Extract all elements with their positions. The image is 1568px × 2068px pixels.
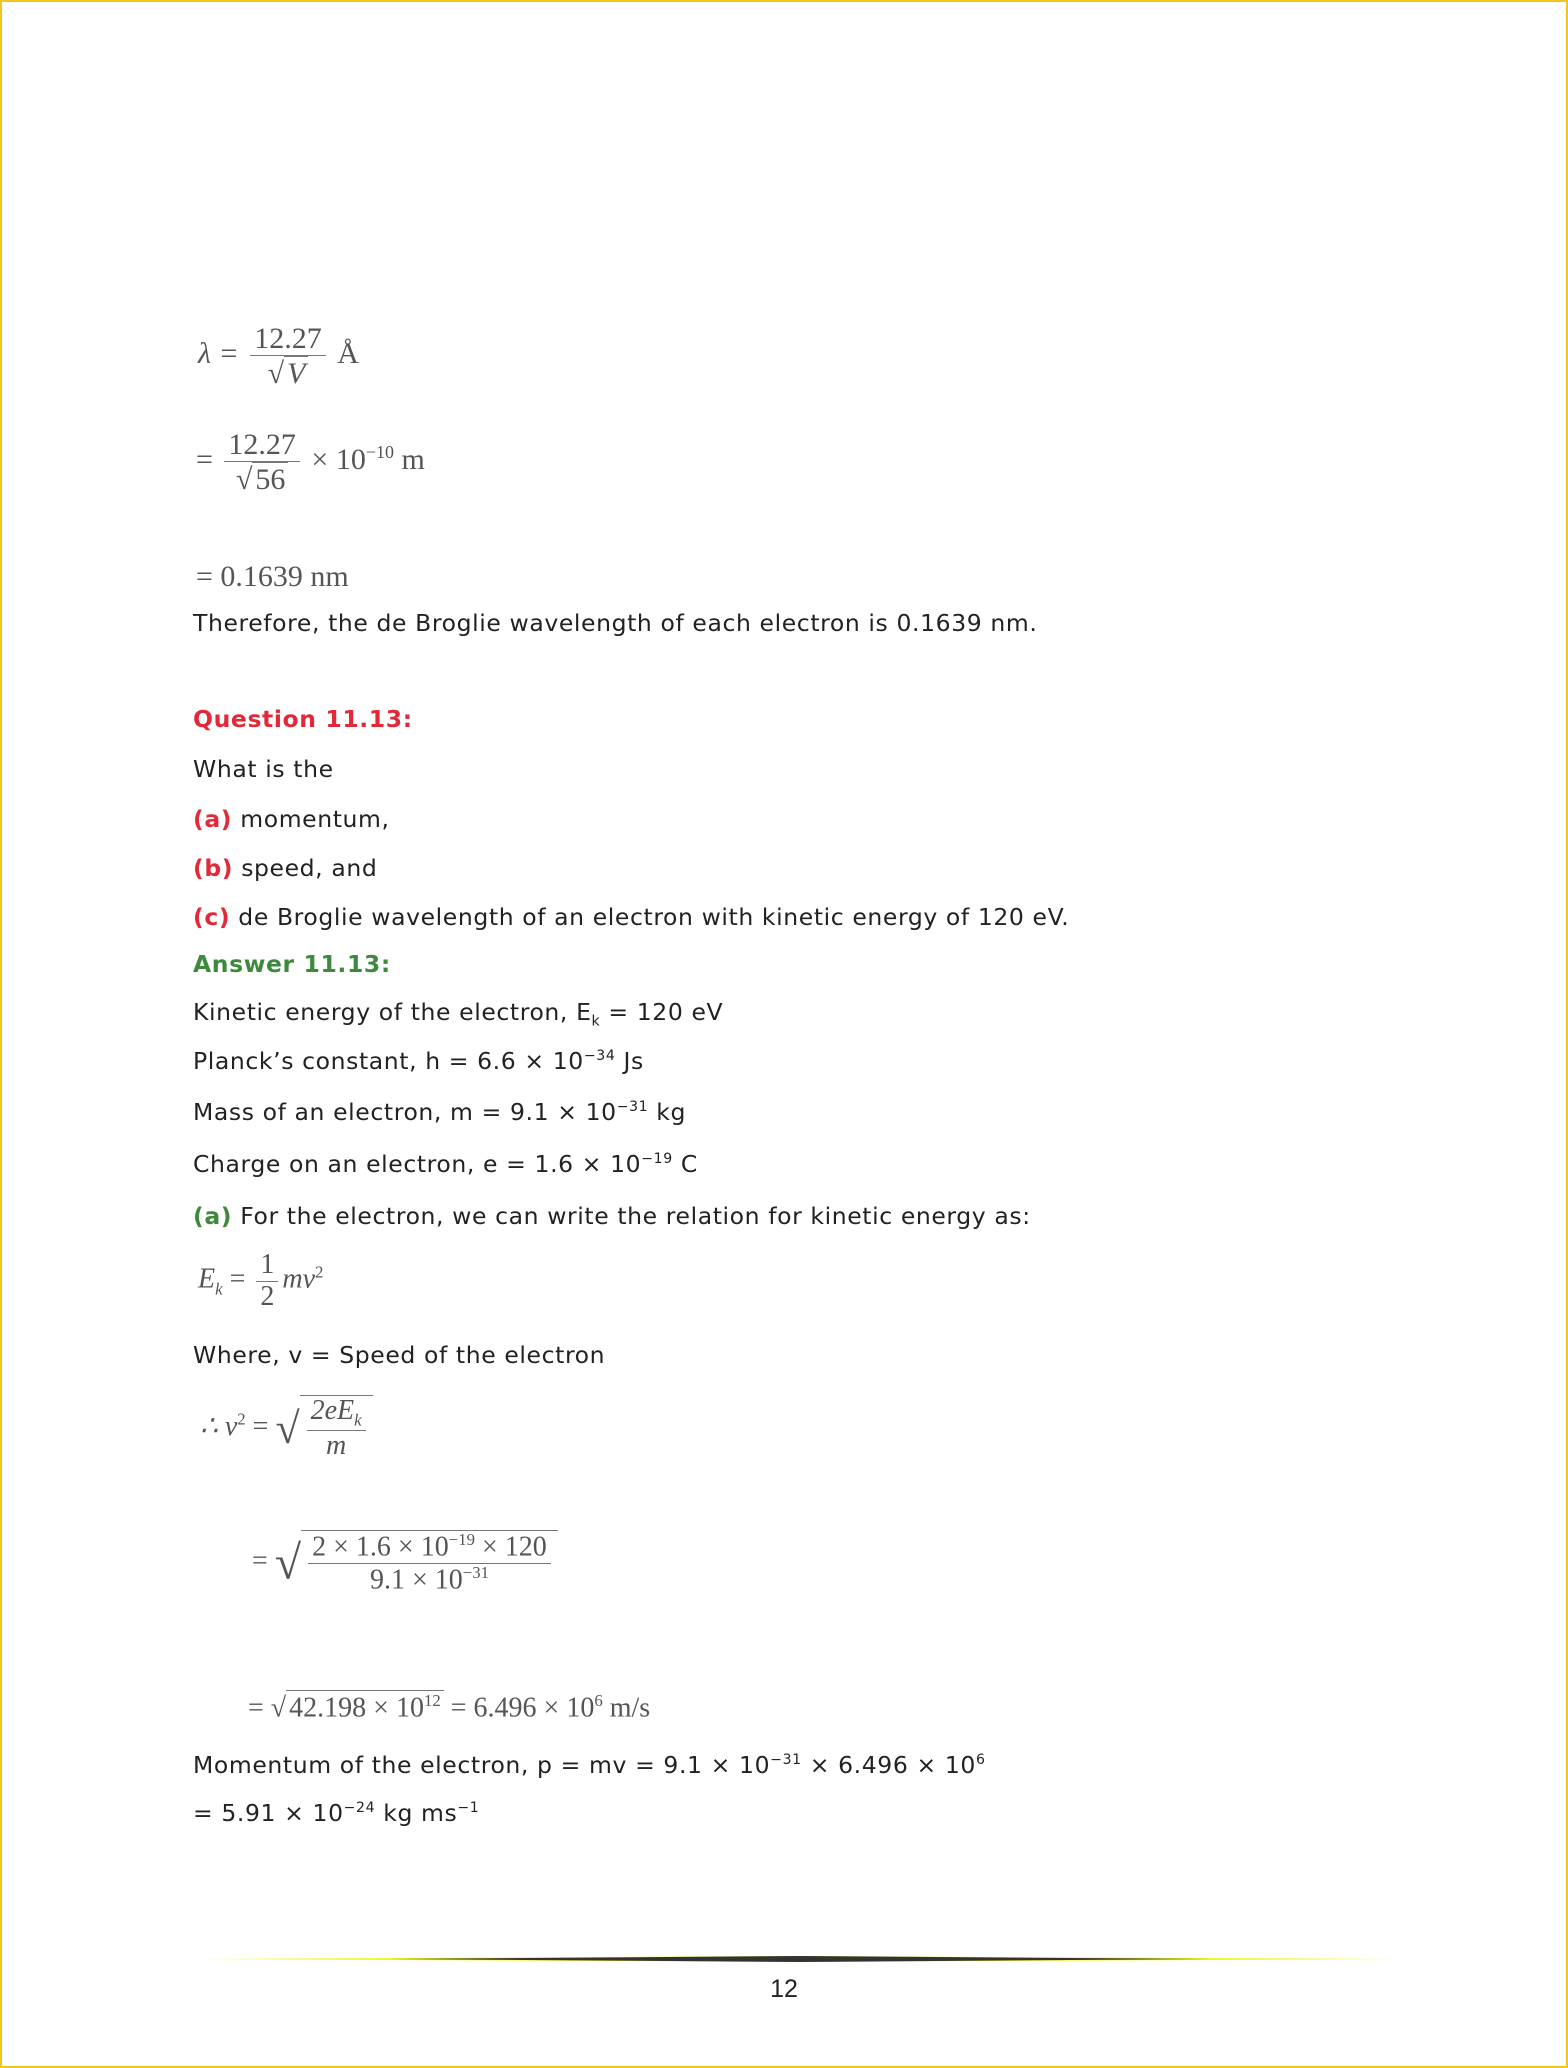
exponent: 2 [315, 1262, 324, 1282]
text: Charge on an electron, e = 1.6 × 10 [193, 1150, 642, 1178]
equation-result: = 0.1639 nm [196, 560, 349, 593]
text: = 5.91 × 10 [193, 1799, 344, 1827]
unit: m [401, 442, 425, 476]
question-intro: What is the [193, 755, 334, 783]
eq-lhs: = [196, 442, 213, 476]
answer-title: Answer 11.13: [193, 950, 391, 978]
exponent: −31 [462, 1563, 489, 1583]
eq-lhs: E [198, 1263, 216, 1295]
given-kinetic-energy [193, 998, 723, 1030]
part-text: speed, and [241, 854, 378, 882]
text: Momentum of the electron, p = mv = 9.1 × 10 [193, 1751, 771, 1779]
text: Mass of an electron, m = 9.1 × 10 [193, 1098, 617, 1126]
numerator: 1 [256, 1250, 278, 1282]
denominator: m [325, 1430, 347, 1462]
exponent: −1 [457, 1800, 480, 1817]
equals: = [248, 1692, 264, 1724]
subscript: k [354, 1410, 362, 1430]
numerator: 2 × 1.6 × 10 [312, 1531, 449, 1563]
exponent: −24 [343, 1800, 376, 1817]
exponent: 6 [594, 1691, 603, 1710]
radicand: 42.198 × 10 [289, 1692, 424, 1724]
part-label: (a) [193, 805, 233, 833]
equation-velocity: ∴ $v^2$ = √ $\frac{2eE_k}{m}$ [200, 1395, 373, 1462]
where-definition: Where, v = Speed of the electron [193, 1341, 606, 1369]
part-label: (a) [193, 1202, 233, 1230]
unit: Å [337, 336, 359, 370]
text: × 6.496 × 10 [801, 1751, 976, 1779]
conclusion-text: Therefore, the de Broglie wavelength of each electron is 0.1639 nm. [193, 609, 1038, 637]
exponent: −34 [583, 1048, 616, 1065]
part-label: (b) [193, 854, 234, 882]
denominator: 9.1 × 10 [369, 1564, 463, 1596]
subscript: k [215, 1279, 223, 1299]
text: Js [615, 1047, 644, 1075]
given-planck-constant [193, 1047, 644, 1075]
exponent: 6 [975, 1752, 986, 1769]
eq-lhs: ∴ v [200, 1410, 238, 1442]
text: = 120 eV [600, 998, 724, 1026]
equals: = [252, 1545, 268, 1577]
part-text: momentum, [240, 805, 390, 833]
equals: = [252, 1410, 269, 1442]
denominator: 2 [260, 1280, 275, 1312]
numerator-tail: × 120 [474, 1531, 547, 1563]
numerator: 12.27 [224, 428, 300, 462]
equation-lambda: λ = $\frac{12.27}{√ V}$ Å [198, 322, 359, 390]
page-number: 12 [770, 1975, 798, 2003]
denominator: 56 [252, 462, 288, 496]
part-label: (c) [193, 903, 231, 931]
question-part-b [193, 854, 377, 882]
part-text: de Broglie wavelength of an electron with kinetic energy of 120 eV. [238, 903, 1070, 931]
subscript: k [591, 1013, 601, 1030]
momentum-result [193, 1799, 479, 1827]
equation-lambda-numeric: = $\frac{12.27}{√ 56}$ × $10^{-10}$ m [196, 428, 425, 496]
text: Planck’s constant, h = 6.6 × 10 [193, 1047, 584, 1075]
result: = 6.496 × 10 [450, 1692, 595, 1724]
multiplier: × 10 [311, 442, 366, 476]
exponent: −31 [616, 1099, 649, 1116]
momentum-line [193, 1751, 986, 1779]
text: kg ms [375, 1799, 458, 1827]
equals: = [229, 1263, 246, 1295]
equation-velocity-result: = √ $42.198 \times 10^{12} = 6.496 \times 10^6$ m/s [248, 1691, 651, 1724]
footer-divider [200, 1955, 1400, 1963]
exponent: −10 [365, 441, 394, 462]
exponent: 12 [423, 1691, 441, 1710]
given-electron-mass [193, 1098, 686, 1126]
text: C [672, 1150, 698, 1178]
exponent: −19 [641, 1151, 673, 1168]
text: Kinetic energy of the electron, E [193, 998, 592, 1026]
numerator: 12.27 [250, 322, 326, 356]
question-part-c [193, 903, 1069, 931]
question-title: Question 11.13: [193, 705, 413, 733]
denominator: V [284, 356, 308, 390]
text: kg [648, 1098, 687, 1126]
eq-rhs: mv [282, 1263, 316, 1295]
numerator: 2eE [310, 1395, 355, 1426]
equation-velocity-numeric: = √ $\frac{2 \times 1.6 \times 10^{-19} \times 120}{9.1 \times 10^{-31}}$ [252, 1530, 558, 1596]
part-text: For the electron, we can write the relation for kinetic energy as: [240, 1202, 1031, 1230]
eq-lhs: λ = [198, 336, 239, 370]
exponent: −19 [448, 1530, 475, 1549]
exponent: 2 [237, 1409, 246, 1429]
given-electron-charge [193, 1150, 698, 1178]
answer-part-a [193, 1202, 1031, 1230]
equation-kinetic-energy [198, 1250, 323, 1313]
unit: m/s [602, 1692, 651, 1724]
question-part-a [193, 805, 390, 833]
exponent: −31 [770, 1752, 802, 1769]
